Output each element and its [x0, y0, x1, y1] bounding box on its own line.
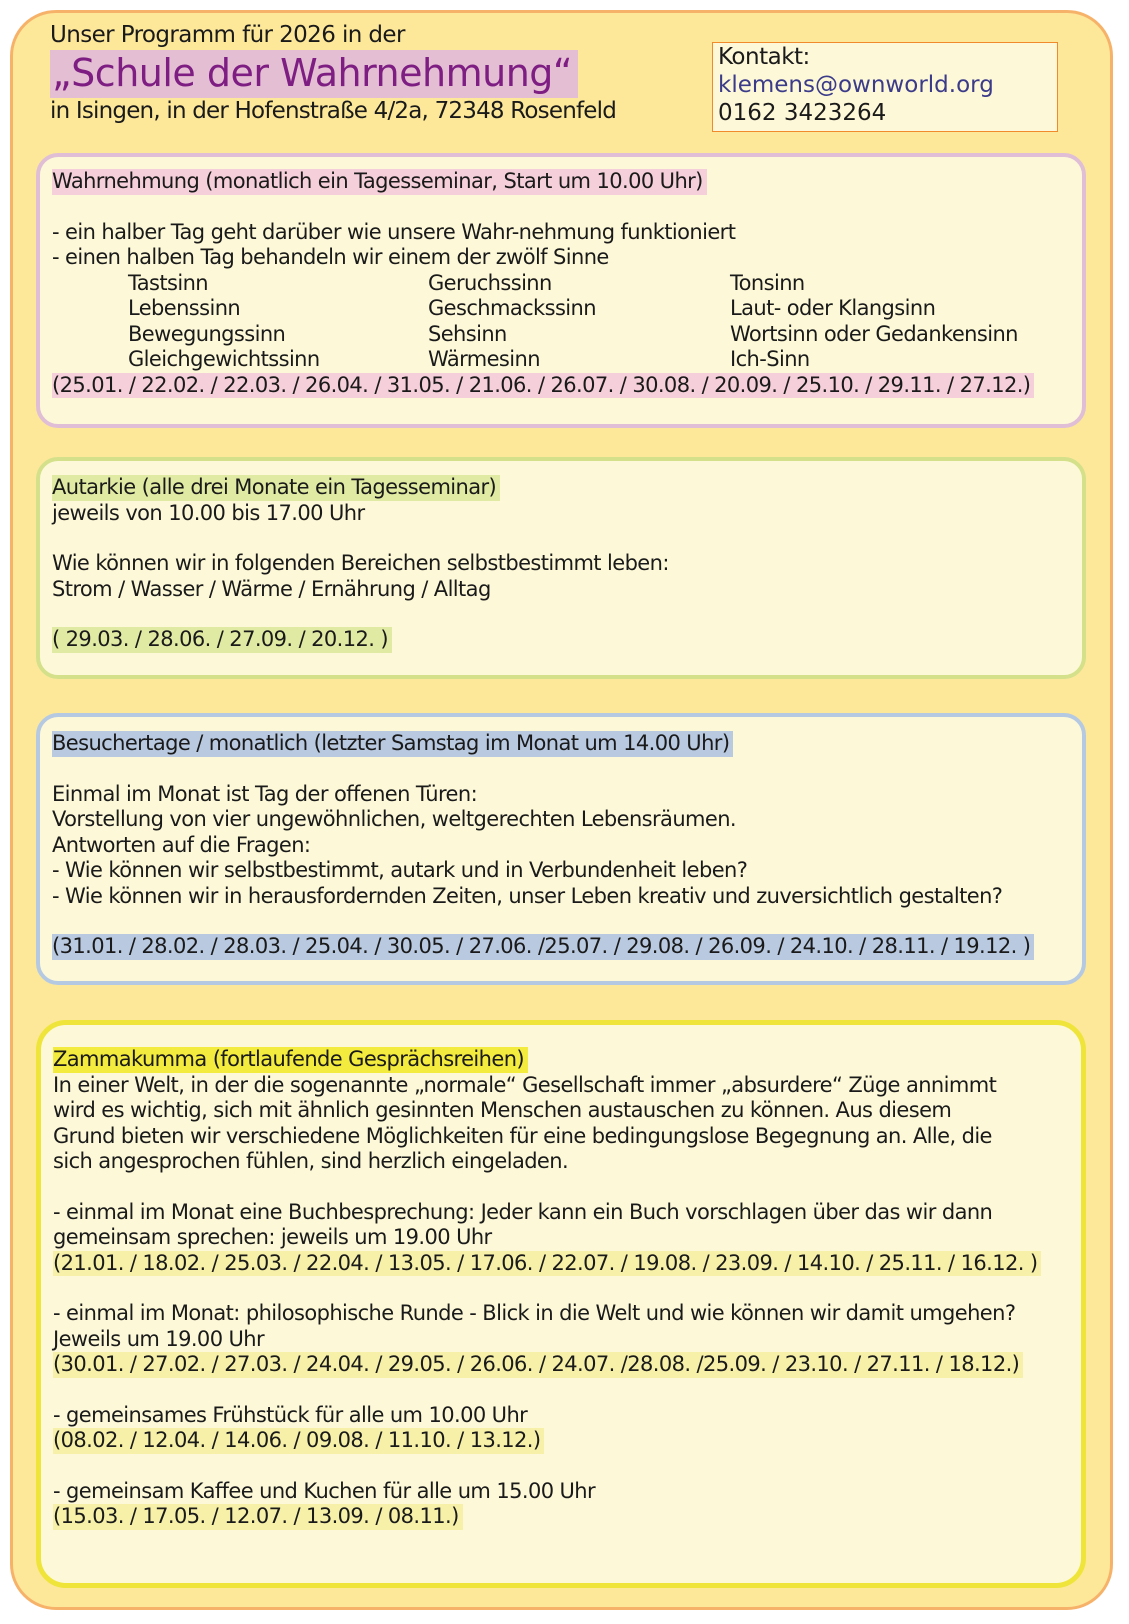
senses-list: [128, 271, 1070, 373]
dates-list: (08.02. / 12.04. / 14.06. / 09.08. / 11.10. / 13.12.): [53, 1428, 544, 1454]
sense-item: Ich-Sinn: [730, 347, 810, 371]
sense-item: Sehsinn: [428, 321, 507, 346]
section-heading: Besuchertage / monatlich (letzter Samstag im Monat um 14.00 Uhr): [52, 731, 733, 757]
text-line: gemeinsam sprechen: jeweils um 19.00 Uhr: [53, 1225, 492, 1249]
header-address: in Isingen, in der Hofenstraße 4/2a, 72348 Rosenfeld: [50, 98, 617, 124]
text-line: - einen halben Tag behandeln wir einem der zwölf Sinne: [52, 245, 609, 269]
text-line: Einmal im Monat ist Tag der offenen Türen:: [52, 781, 478, 806]
text-line: Strom / Wasser / Wärme / Ernährung / Alltag: [52, 576, 491, 601]
text-line: jeweils von 10.00 bis 17.00 Uhr: [52, 500, 365, 525]
text-line: sich angesprochen fühlen, sind herzlich eingeladen.: [53, 1149, 569, 1173]
text-line: wird es wichtig, sich mit ähnlich gesinnten Menschen austauschen zu können. Aus diesem: [53, 1098, 952, 1122]
text-line: Vorstellung von vier ungewöhnlichen, weltgerechten Lebensräumen.: [52, 807, 736, 831]
text-line: Wie können wir in folgenden Bereichen selbstbestimmt leben:: [52, 551, 669, 575]
section-autarkie: [36, 457, 1086, 679]
section-wahrnehmung: [36, 153, 1086, 428]
sense-item: Wärmesinn: [428, 347, 540, 371]
sense-item: Tastsinn: [128, 270, 208, 295]
header-intro: Unser Programm für 2026 in der: [50, 22, 405, 48]
sense-item: Bewegungssinn: [128, 321, 286, 346]
sense-item: Gleichgewichtssinn: [128, 347, 320, 371]
dates-list: (30.01. / 27.02. / 27.03. / 24.04. / 29.05. / 26.06. / 24.07. /28.08. /25.09. / 23.10. / 27.11. / 18.12.): [53, 1352, 1023, 1378]
sense-item: Wortsinn oder Gedankensinn: [730, 321, 1018, 346]
sense-item: Laut- oder Klangsinn: [730, 296, 936, 320]
text-line: - Wie können wir selbstbestimmt, autark und in Verbundenheit leben?: [52, 858, 748, 882]
text-line: - ein halber Tag geht darüber wie unsere Wahr-nehmung funktioniert: [52, 219, 736, 244]
dates-list: ( 29.03. / 28.06. / 27.09. / 20.12. ): [52, 627, 392, 653]
sense-item: Geruchssinn: [428, 270, 552, 295]
text-line: Grund bieten wir verschiedene Möglichkeiten für eine bedingungslose Begegnung an. Alle, die: [53, 1123, 992, 1148]
text-line: Jeweils um 19.00 Uhr: [53, 1326, 265, 1351]
contact-email-link[interactable]: klemens@ownworld.org: [718, 72, 994, 98]
contact-box: [712, 42, 1058, 132]
sense-item: Lebenssinn: [128, 296, 241, 320]
contact-phone: 0162 3423264: [718, 100, 887, 126]
text-line: - einmal im Monat eine Buchbesprechung: Jeder kann ein Buch vorschlagen über das wir dann: [53, 1199, 993, 1224]
dates-list: (25.01. / 22.02. / 22.03. / 26.04. / 31.05. / 21.06. / 26.07. / 30.08. / 20.09. / 25.10. / 29.11. / 27.12.): [52, 373, 1034, 399]
section-heading: Autarkie (alle drei Monate ein Tagesseminar): [52, 475, 500, 501]
text-line: - einmal im Monat: philosophische Runde - Blick in die Welt und wie können wir damit umgehen?: [53, 1301, 1016, 1325]
page-title: „Schule der Wahrnehmung“: [50, 50, 578, 98]
contact-label: Kontakt:: [718, 44, 810, 70]
text-line: - Wie können wir in herausfordernden Zeiten, unser Leben kreativ und zuversichtlich gestalten?: [52, 883, 1003, 908]
text-line: - gemeinsames Frühstück für alle um 10.00 Uhr: [53, 1402, 528, 1427]
text-line: Antworten auf die Fragen:: [52, 832, 311, 857]
section-zammakumma: [36, 1020, 1086, 1588]
sense-item: Geschmackssinn: [428, 296, 596, 320]
text-line: In einer Welt, in der die sogenannte „normale“ Gesellschaft immer „absurdere“ Züge annimmt: [53, 1072, 997, 1097]
section-besuchertage: [36, 713, 1086, 985]
dates-list: (15.03. / 17.05. / 12.07. / 13.09. / 08.11.): [53, 1504, 463, 1530]
dates-list: (31.01. / 28.02. / 28.03. / 25.04. / 30.05. / 27.06. /25.07. / 29.08. / 26.09. / 24.10. / 28.11. / 19.12. ): [52, 934, 1034, 960]
sense-item: Tonsinn: [730, 270, 805, 295]
dates-list: (21.01. / 18.02. / 25.03. / 22.04. / 13.05. / 17.06. / 22.07. / 19.08. / 23.09. / 14.10. / 25.11. / 16.12. ): [53, 1251, 1041, 1277]
section-heading: Zammakumma (fortlaufende Gesprächsreihen): [53, 1047, 528, 1073]
section-heading: Wahrnehmung (monatlich ein Tagesseminar, Start um 10.00 Uhr): [52, 169, 707, 195]
text-line: - gemeinsam Kaffee und Kuchen für alle um 15.00 Uhr: [53, 1478, 596, 1503]
